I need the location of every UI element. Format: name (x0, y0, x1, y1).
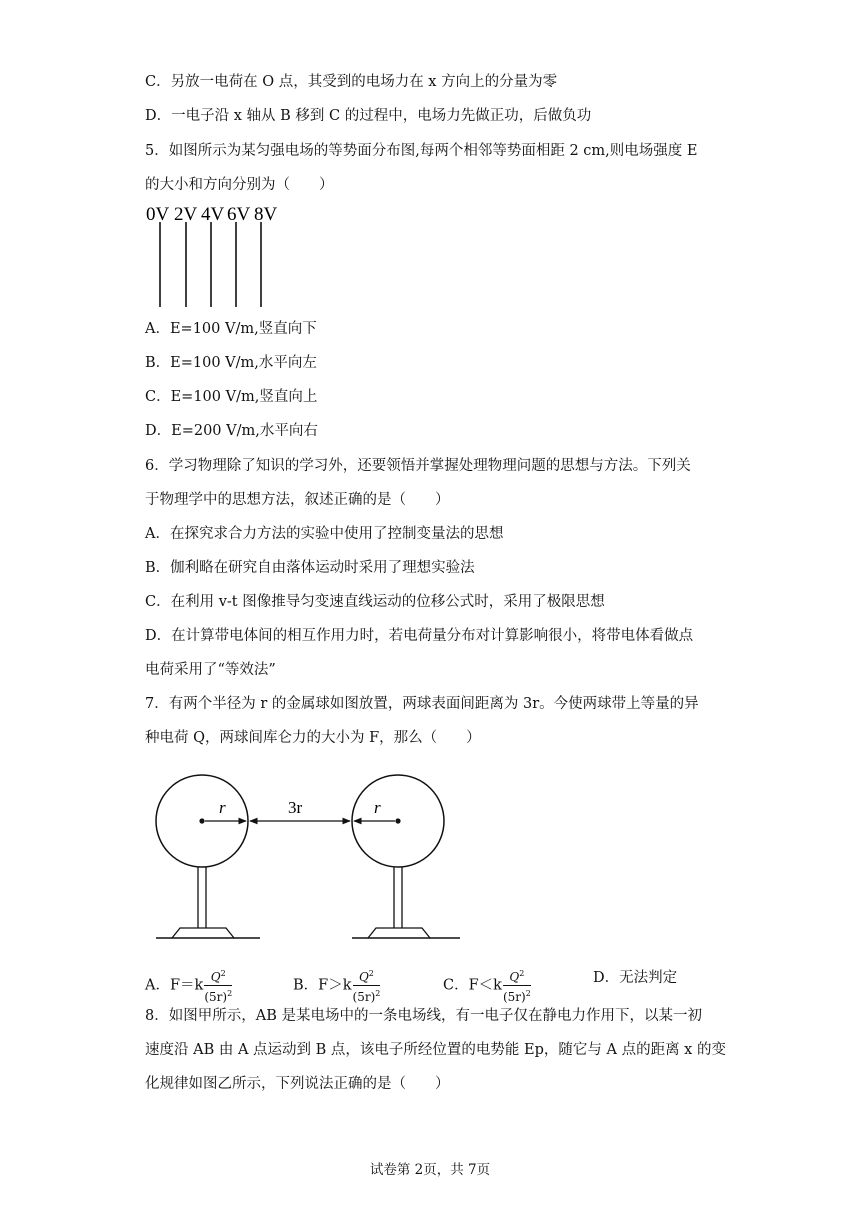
q5-option-d: D．E=200 V/m,水平向右 (145, 423, 318, 439)
gap-label: 3r (288, 798, 303, 817)
q6-option-a: A．在探究求合力方法的实验中使用了控制变量法的思想 (145, 526, 504, 542)
equipotential-label: 8V (254, 204, 278, 225)
option-c-prefix: C．F＜k (443, 977, 502, 994)
q6-stem-line1: 6．学习物理除了知识的学习外，还要领悟并掌握处理物理问题的思想与方法。下列关 (145, 458, 691, 474)
option-a-prefix: A．F＝k (145, 977, 204, 994)
fraction: $\frac{Q^2}{(5r)^2}$ (503, 966, 531, 1005)
q7-stem-line2: 种电荷 Q，两球间库仑力的大小为 F，那么（ ） (145, 730, 481, 746)
q8-stem-line3: 化规律如图乙所示，下列说法正确的是（ ） (145, 1076, 450, 1092)
q6-option-d-line1: D．在计算带电体间的相互作用力时，若电荷量分布对计算影响很小，将带电体看做点 (145, 628, 694, 644)
q7-stem-line1: 7．有两个半径为 r 的金属球如图放置，两球表面间距离为 3r。今使两球带上等量的异 (145, 696, 699, 712)
option-b-prefix: B．F＞k (293, 977, 352, 994)
q5-stem-line2: 的大小和方向分别为（ ） (145, 177, 334, 193)
q7-option-b (293, 966, 380, 1005)
q7-option-c (443, 966, 531, 1005)
left-radius-label: r (219, 798, 226, 817)
equipotential-label: 0V (146, 204, 170, 225)
right-stand-base (368, 928, 430, 938)
q4-option-d: D．一电子沿 x 轴从 B 移到 C 的过程中，电场力先做正功，后做负功 (145, 108, 592, 124)
metal-spheres-diagram (150, 770, 470, 945)
equipotential-label: 4V (201, 204, 225, 225)
q6-stem-line2: 于物理学中的思想方法，叙述正确的是（ ） (145, 492, 450, 508)
equipotential-label: 2V (174, 204, 198, 225)
q7-option-a (145, 966, 232, 1005)
left-center-dot (199, 818, 204, 823)
fraction: $\frac{Q^2}{(5r)^2}$ (204, 966, 232, 1005)
q7-option-d: D．无法判定 (593, 970, 678, 986)
q8-stem-line1: 8．如图甲所示，AB 是某电场中的一条电场线，有一电子仅在静电力作用下，以某一初 (145, 1008, 702, 1024)
page-footer: 试卷第 2页，共 7页 (369, 1162, 491, 1178)
q5-option-a: A．E=100 V/m,竖直向下 (145, 321, 317, 337)
equipotential-label: 6V (227, 204, 251, 225)
right-radius-label: r (374, 798, 381, 817)
q5-stem-line1: 5．如图所示为某匀强电场的等势面分布图,每两个相邻等势面相距 2 cm,则电场强度 E (145, 143, 698, 159)
left-stand-base (172, 928, 234, 938)
fraction: $\frac{Q^2}{(5r)^2}$ (353, 966, 381, 1005)
q8-stem-line2: 速度沿 AB 由 A 点运动到 B 点，该电子所经位置的电势能 Ep，随它与 A 点的距离 x 的变 (145, 1042, 726, 1058)
q6-option-c: C．在利用 v-t 图像推导匀变速直线运动的位移公式时，采用了极限思想 (145, 594, 605, 610)
equipotential-diagram (140, 200, 300, 312)
q6-option-d-line2: 电荷采用了“等效法” (145, 662, 276, 678)
right-center-dot (395, 818, 400, 823)
q5-option-b: B．E=100 V/m,水平向左 (145, 355, 317, 371)
q4-option-c: C．另放一电荷在 O 点，其受到的电场力在 x 方向上的分量为零 (145, 74, 558, 90)
q6-option-b: B．伽利略在研究自由落体运动时采用了理想实验法 (145, 560, 475, 576)
q5-option-c: C．E=100 V/m,竖直向上 (145, 389, 318, 405)
